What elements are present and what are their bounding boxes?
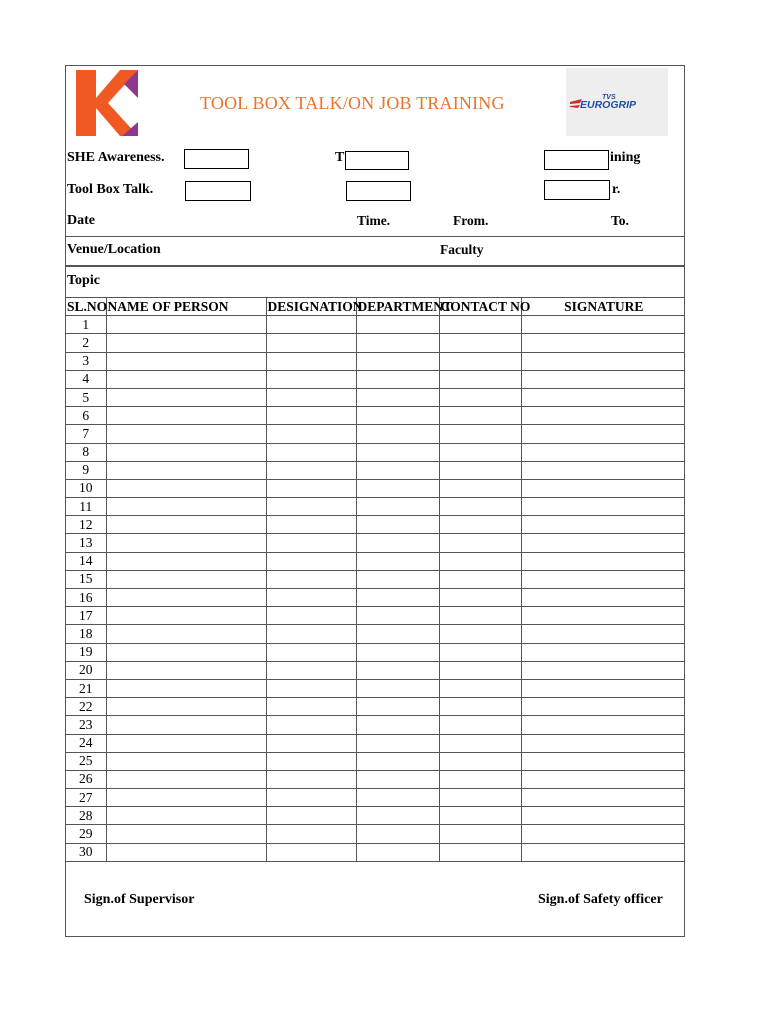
name-cell[interactable] <box>106 479 266 497</box>
contact-cell[interactable] <box>439 443 521 461</box>
contact-cell[interactable] <box>439 316 521 334</box>
signature-cell[interactable] <box>521 570 685 588</box>
sl-no-cell: 1 <box>66 316 106 334</box>
right-top-checkbox[interactable] <box>544 150 609 170</box>
table-row <box>66 589 685 607</box>
table-body <box>66 316 685 862</box>
supervisor-sign-label: Sign.of Supervisor <box>84 892 195 907</box>
table-row <box>66 534 685 552</box>
name-cell[interactable] <box>106 461 266 479</box>
signature-cell[interactable] <box>521 843 685 861</box>
contact-cell[interactable] <box>439 825 521 843</box>
she-awareness-label: SHE Awareness. <box>67 150 165 165</box>
contact-cell[interactable] <box>439 334 521 352</box>
name-cell[interactable] <box>106 661 266 679</box>
signature-cell[interactable] <box>521 407 685 425</box>
sl-no-cell: 20 <box>66 661 106 679</box>
sl-no-cell: 5 <box>66 388 106 406</box>
contact-cell[interactable] <box>439 552 521 570</box>
sl-no-cell: 11 <box>66 498 106 516</box>
name-cell[interactable] <box>106 770 266 788</box>
designation-cell[interactable] <box>266 570 356 588</box>
table-row <box>66 807 685 825</box>
col-department: DEPARTMENT <box>356 298 439 316</box>
faculty-label: Faculty <box>440 242 484 257</box>
designation-cell[interactable] <box>266 607 356 625</box>
department-cell[interactable] <box>356 552 439 570</box>
department-cell[interactable] <box>356 516 439 534</box>
contact-cell[interactable] <box>439 479 521 497</box>
table-row <box>66 661 685 679</box>
name-cell[interactable] <box>106 516 266 534</box>
tool-box-talk-label: Tool Box Talk. <box>67 182 154 197</box>
table-row <box>66 370 685 388</box>
department-cell[interactable] <box>356 461 439 479</box>
signature-cell[interactable] <box>521 498 685 516</box>
department-cell[interactable] <box>356 661 439 679</box>
contact-cell[interactable] <box>439 625 521 643</box>
designation-cell[interactable] <box>266 843 356 861</box>
table-row <box>66 607 685 625</box>
contact-cell[interactable] <box>439 589 521 607</box>
contact-cell[interactable] <box>439 607 521 625</box>
sl-no-cell: 19 <box>66 643 106 661</box>
tvs-text: TVS <box>602 94 616 101</box>
designation-cell[interactable] <box>266 698 356 716</box>
contact-cell[interactable] <box>439 807 521 825</box>
signature-cell[interactable] <box>521 425 685 443</box>
col-signature: SIGNATURE <box>521 298 685 316</box>
sl-no-cell: 17 <box>66 607 106 625</box>
contact-cell[interactable] <box>439 352 521 370</box>
name-cell[interactable] <box>106 589 266 607</box>
designation-cell[interactable] <box>266 334 356 352</box>
name-cell[interactable] <box>106 643 266 661</box>
contact-cell[interactable] <box>439 734 521 752</box>
contact-cell[interactable] <box>439 388 521 406</box>
sl-no-cell: 18 <box>66 625 106 643</box>
name-cell[interactable] <box>106 716 266 734</box>
tool-box-talk-checkbox[interactable] <box>185 181 251 201</box>
mid-top-label: T <box>335 150 345 165</box>
department-cell[interactable] <box>356 716 439 734</box>
signature-cell[interactable] <box>521 352 685 370</box>
sl-no-cell: 15 <box>66 570 106 588</box>
signature-cell[interactable] <box>521 607 685 625</box>
table-row <box>66 425 685 443</box>
contact-cell[interactable] <box>439 789 521 807</box>
department-cell[interactable] <box>356 770 439 788</box>
designation-cell[interactable] <box>266 352 356 370</box>
signature-cell[interactable] <box>521 734 685 752</box>
name-cell[interactable] <box>106 552 266 570</box>
signature-cell[interactable] <box>521 334 685 352</box>
designation-cell[interactable] <box>266 516 356 534</box>
designation-cell[interactable] <box>266 407 356 425</box>
contact-cell[interactable] <box>439 516 521 534</box>
form-title: TOOL BOX TALK/ON JOB TRAINING <box>200 93 505 113</box>
designation-cell[interactable] <box>266 388 356 406</box>
col-name: NAME OF PERSON <box>106 298 266 316</box>
name-cell[interactable] <box>106 843 266 861</box>
designation-cell[interactable] <box>266 770 356 788</box>
mid-top-checkbox[interactable] <box>345 151 409 170</box>
designation-cell[interactable] <box>266 643 356 661</box>
name-cell[interactable] <box>106 534 266 552</box>
table-row <box>66 734 685 752</box>
name-cell[interactable] <box>106 679 266 697</box>
designation-cell[interactable] <box>266 716 356 734</box>
signature-cell[interactable] <box>521 461 685 479</box>
designation-cell[interactable] <box>266 425 356 443</box>
sl-no-cell: 2 <box>66 334 106 352</box>
name-cell[interactable] <box>106 316 266 334</box>
designation-cell[interactable] <box>266 534 356 552</box>
sl-no-cell: 13 <box>66 534 106 552</box>
department-cell[interactable] <box>356 789 439 807</box>
sl-no-cell: 26 <box>66 770 106 788</box>
signature-cell[interactable] <box>521 789 685 807</box>
table-row <box>66 388 685 406</box>
department-cell[interactable] <box>356 570 439 588</box>
department-cell[interactable] <box>356 498 439 516</box>
attendance-table <box>66 297 685 862</box>
sl-no-cell: 6 <box>66 407 106 425</box>
table-row <box>66 843 685 861</box>
sl-no-cell: 25 <box>66 752 106 770</box>
form-sheet <box>65 65 685 937</box>
table-row <box>66 789 685 807</box>
department-cell[interactable] <box>356 843 439 861</box>
venue-label: Venue/Location <box>67 242 161 257</box>
name-cell[interactable] <box>106 789 266 807</box>
name-cell[interactable] <box>106 498 266 516</box>
table-row <box>66 752 685 770</box>
signature-cell[interactable] <box>521 443 685 461</box>
signature-cell[interactable] <box>521 770 685 788</box>
signature-cell[interactable] <box>521 643 685 661</box>
name-cell[interactable] <box>106 334 266 352</box>
department-cell[interactable] <box>356 807 439 825</box>
sl-no-cell: 24 <box>66 734 106 752</box>
sl-no-cell: 3 <box>66 352 106 370</box>
signature-cell[interactable] <box>521 589 685 607</box>
department-cell[interactable] <box>356 643 439 661</box>
contact-cell[interactable] <box>439 698 521 716</box>
name-cell[interactable] <box>106 407 266 425</box>
designation-cell[interactable] <box>266 316 356 334</box>
time-label: Time. <box>357 213 391 228</box>
signature-cell[interactable] <box>521 552 685 570</box>
she-awareness-checkbox[interactable] <box>184 149 249 169</box>
designation-cell[interactable] <box>266 443 356 461</box>
department-cell[interactable] <box>356 316 439 334</box>
sl-no-cell: 23 <box>66 716 106 734</box>
sl-no-cell: 8 <box>66 443 106 461</box>
sl-no-cell: 29 <box>66 825 106 843</box>
name-cell[interactable] <box>106 425 266 443</box>
contact-cell[interactable] <box>439 407 521 425</box>
department-cell[interactable] <box>356 479 439 497</box>
contact-cell[interactable] <box>439 370 521 388</box>
signature-cell[interactable] <box>521 516 685 534</box>
designation-cell[interactable] <box>266 625 356 643</box>
signature-cell[interactable] <box>521 661 685 679</box>
designation-cell[interactable] <box>266 679 356 697</box>
safety-officer-sign-label: Sign.of Safety officer <box>538 892 663 907</box>
to-label: To. <box>611 213 629 228</box>
right-top-label: ining <box>610 150 641 165</box>
department-cell[interactable] <box>356 734 439 752</box>
contact-cell[interactable] <box>439 770 521 788</box>
eurogrip-text: EUROGRIP <box>580 99 637 111</box>
name-cell[interactable] <box>106 443 266 461</box>
sl-no-cell: 4 <box>66 370 106 388</box>
designation-cell[interactable] <box>266 589 356 607</box>
col-designation: DESIGNATION <box>266 298 356 316</box>
right-bottom-checkbox[interactable] <box>544 180 610 200</box>
table-row <box>66 461 685 479</box>
signature-cell[interactable] <box>521 752 685 770</box>
contact-cell[interactable] <box>439 843 521 861</box>
mid-bottom-checkbox[interactable] <box>346 181 411 201</box>
contact-cell[interactable] <box>439 643 521 661</box>
department-cell[interactable] <box>356 370 439 388</box>
sl-no-cell: 30 <box>66 843 106 861</box>
designation-cell[interactable] <box>266 498 356 516</box>
department-cell[interactable] <box>356 388 439 406</box>
signature-cell[interactable] <box>521 316 685 334</box>
department-cell[interactable] <box>356 589 439 607</box>
designation-cell[interactable] <box>266 661 356 679</box>
table-row <box>66 516 685 534</box>
department-cell[interactable] <box>356 352 439 370</box>
contact-cell[interactable] <box>439 679 521 697</box>
signature-cell[interactable] <box>521 698 685 716</box>
sl-no-cell: 28 <box>66 807 106 825</box>
table-row <box>66 334 685 352</box>
contact-cell[interactable] <box>439 461 521 479</box>
table-row <box>66 407 685 425</box>
department-cell[interactable] <box>356 334 439 352</box>
name-cell[interactable] <box>106 752 266 770</box>
department-cell[interactable] <box>356 407 439 425</box>
table-row <box>66 498 685 516</box>
sl-no-cell: 14 <box>66 552 106 570</box>
department-cell[interactable] <box>356 607 439 625</box>
sl-no-cell: 21 <box>66 679 106 697</box>
signature-cell[interactable] <box>521 479 685 497</box>
right-bottom-label: r. <box>612 182 621 197</box>
name-cell[interactable] <box>106 370 266 388</box>
designation-cell[interactable] <box>266 734 356 752</box>
k-logo-icon <box>76 70 140 136</box>
sl-no-cell: 22 <box>66 698 106 716</box>
contact-cell[interactable] <box>439 716 521 734</box>
contact-cell[interactable] <box>439 425 521 443</box>
signature-cell[interactable] <box>521 370 685 388</box>
designation-cell[interactable] <box>266 461 356 479</box>
signature-cell[interactable] <box>521 534 685 552</box>
signature-cell[interactable] <box>521 825 685 843</box>
designation-cell[interactable] <box>266 370 356 388</box>
signature-cell[interactable] <box>521 679 685 697</box>
department-cell[interactable] <box>356 752 439 770</box>
name-cell[interactable] <box>106 352 266 370</box>
sl-no-cell: 7 <box>66 425 106 443</box>
signature-cell[interactable] <box>521 625 685 643</box>
signature-cell[interactable] <box>521 807 685 825</box>
divider <box>66 236 684 237</box>
from-label: From. <box>453 213 489 228</box>
sl-no-cell: 27 <box>66 789 106 807</box>
contact-cell[interactable] <box>439 752 521 770</box>
col-contact: CONTACT NO <box>439 298 521 316</box>
contact-cell[interactable] <box>439 661 521 679</box>
contact-cell[interactable] <box>439 570 521 588</box>
department-cell[interactable] <box>356 679 439 697</box>
designation-cell[interactable] <box>266 479 356 497</box>
department-cell[interactable] <box>356 698 439 716</box>
table-row <box>66 625 685 643</box>
name-cell[interactable] <box>106 388 266 406</box>
col-sl-no: SL.NO <box>66 298 106 316</box>
name-cell[interactable] <box>106 625 266 643</box>
department-cell[interactable] <box>356 534 439 552</box>
sl-no-cell: 12 <box>66 516 106 534</box>
contact-cell[interactable] <box>439 498 521 516</box>
name-cell[interactable] <box>106 570 266 588</box>
name-cell[interactable] <box>106 807 266 825</box>
name-cell[interactable] <box>106 825 266 843</box>
table-row <box>66 316 685 334</box>
signature-cell[interactable] <box>521 716 685 734</box>
designation-cell[interactable] <box>266 752 356 770</box>
contact-cell[interactable] <box>439 534 521 552</box>
designation-cell[interactable] <box>266 825 356 843</box>
name-cell[interactable] <box>106 607 266 625</box>
table-row <box>66 679 685 697</box>
table-row <box>66 825 685 843</box>
sl-no-cell: 16 <box>66 589 106 607</box>
designation-cell[interactable] <box>266 789 356 807</box>
department-cell[interactable] <box>356 443 439 461</box>
table-row <box>66 698 685 716</box>
signature-cell[interactable] <box>521 388 685 406</box>
table-row <box>66 479 685 497</box>
department-cell[interactable] <box>356 825 439 843</box>
table-row <box>66 770 685 788</box>
table-header-row <box>66 298 685 316</box>
eurogrip-logo-icon <box>566 68 668 136</box>
department-cell[interactable] <box>356 625 439 643</box>
eurogrip-logo <box>566 68 668 136</box>
department-cell[interactable] <box>356 425 439 443</box>
date-label: Date <box>67 213 95 228</box>
table-row <box>66 643 685 661</box>
table-row <box>66 552 685 570</box>
name-cell[interactable] <box>106 698 266 716</box>
name-cell[interactable] <box>106 734 266 752</box>
designation-cell[interactable] <box>266 807 356 825</box>
table-row <box>66 352 685 370</box>
divider <box>66 265 684 267</box>
sl-no-cell: 9 <box>66 461 106 479</box>
topic-label: Topic <box>67 273 100 288</box>
table-row <box>66 716 685 734</box>
designation-cell[interactable] <box>266 552 356 570</box>
sl-no-cell: 10 <box>66 479 106 497</box>
table-row <box>66 570 685 588</box>
table-row <box>66 443 685 461</box>
